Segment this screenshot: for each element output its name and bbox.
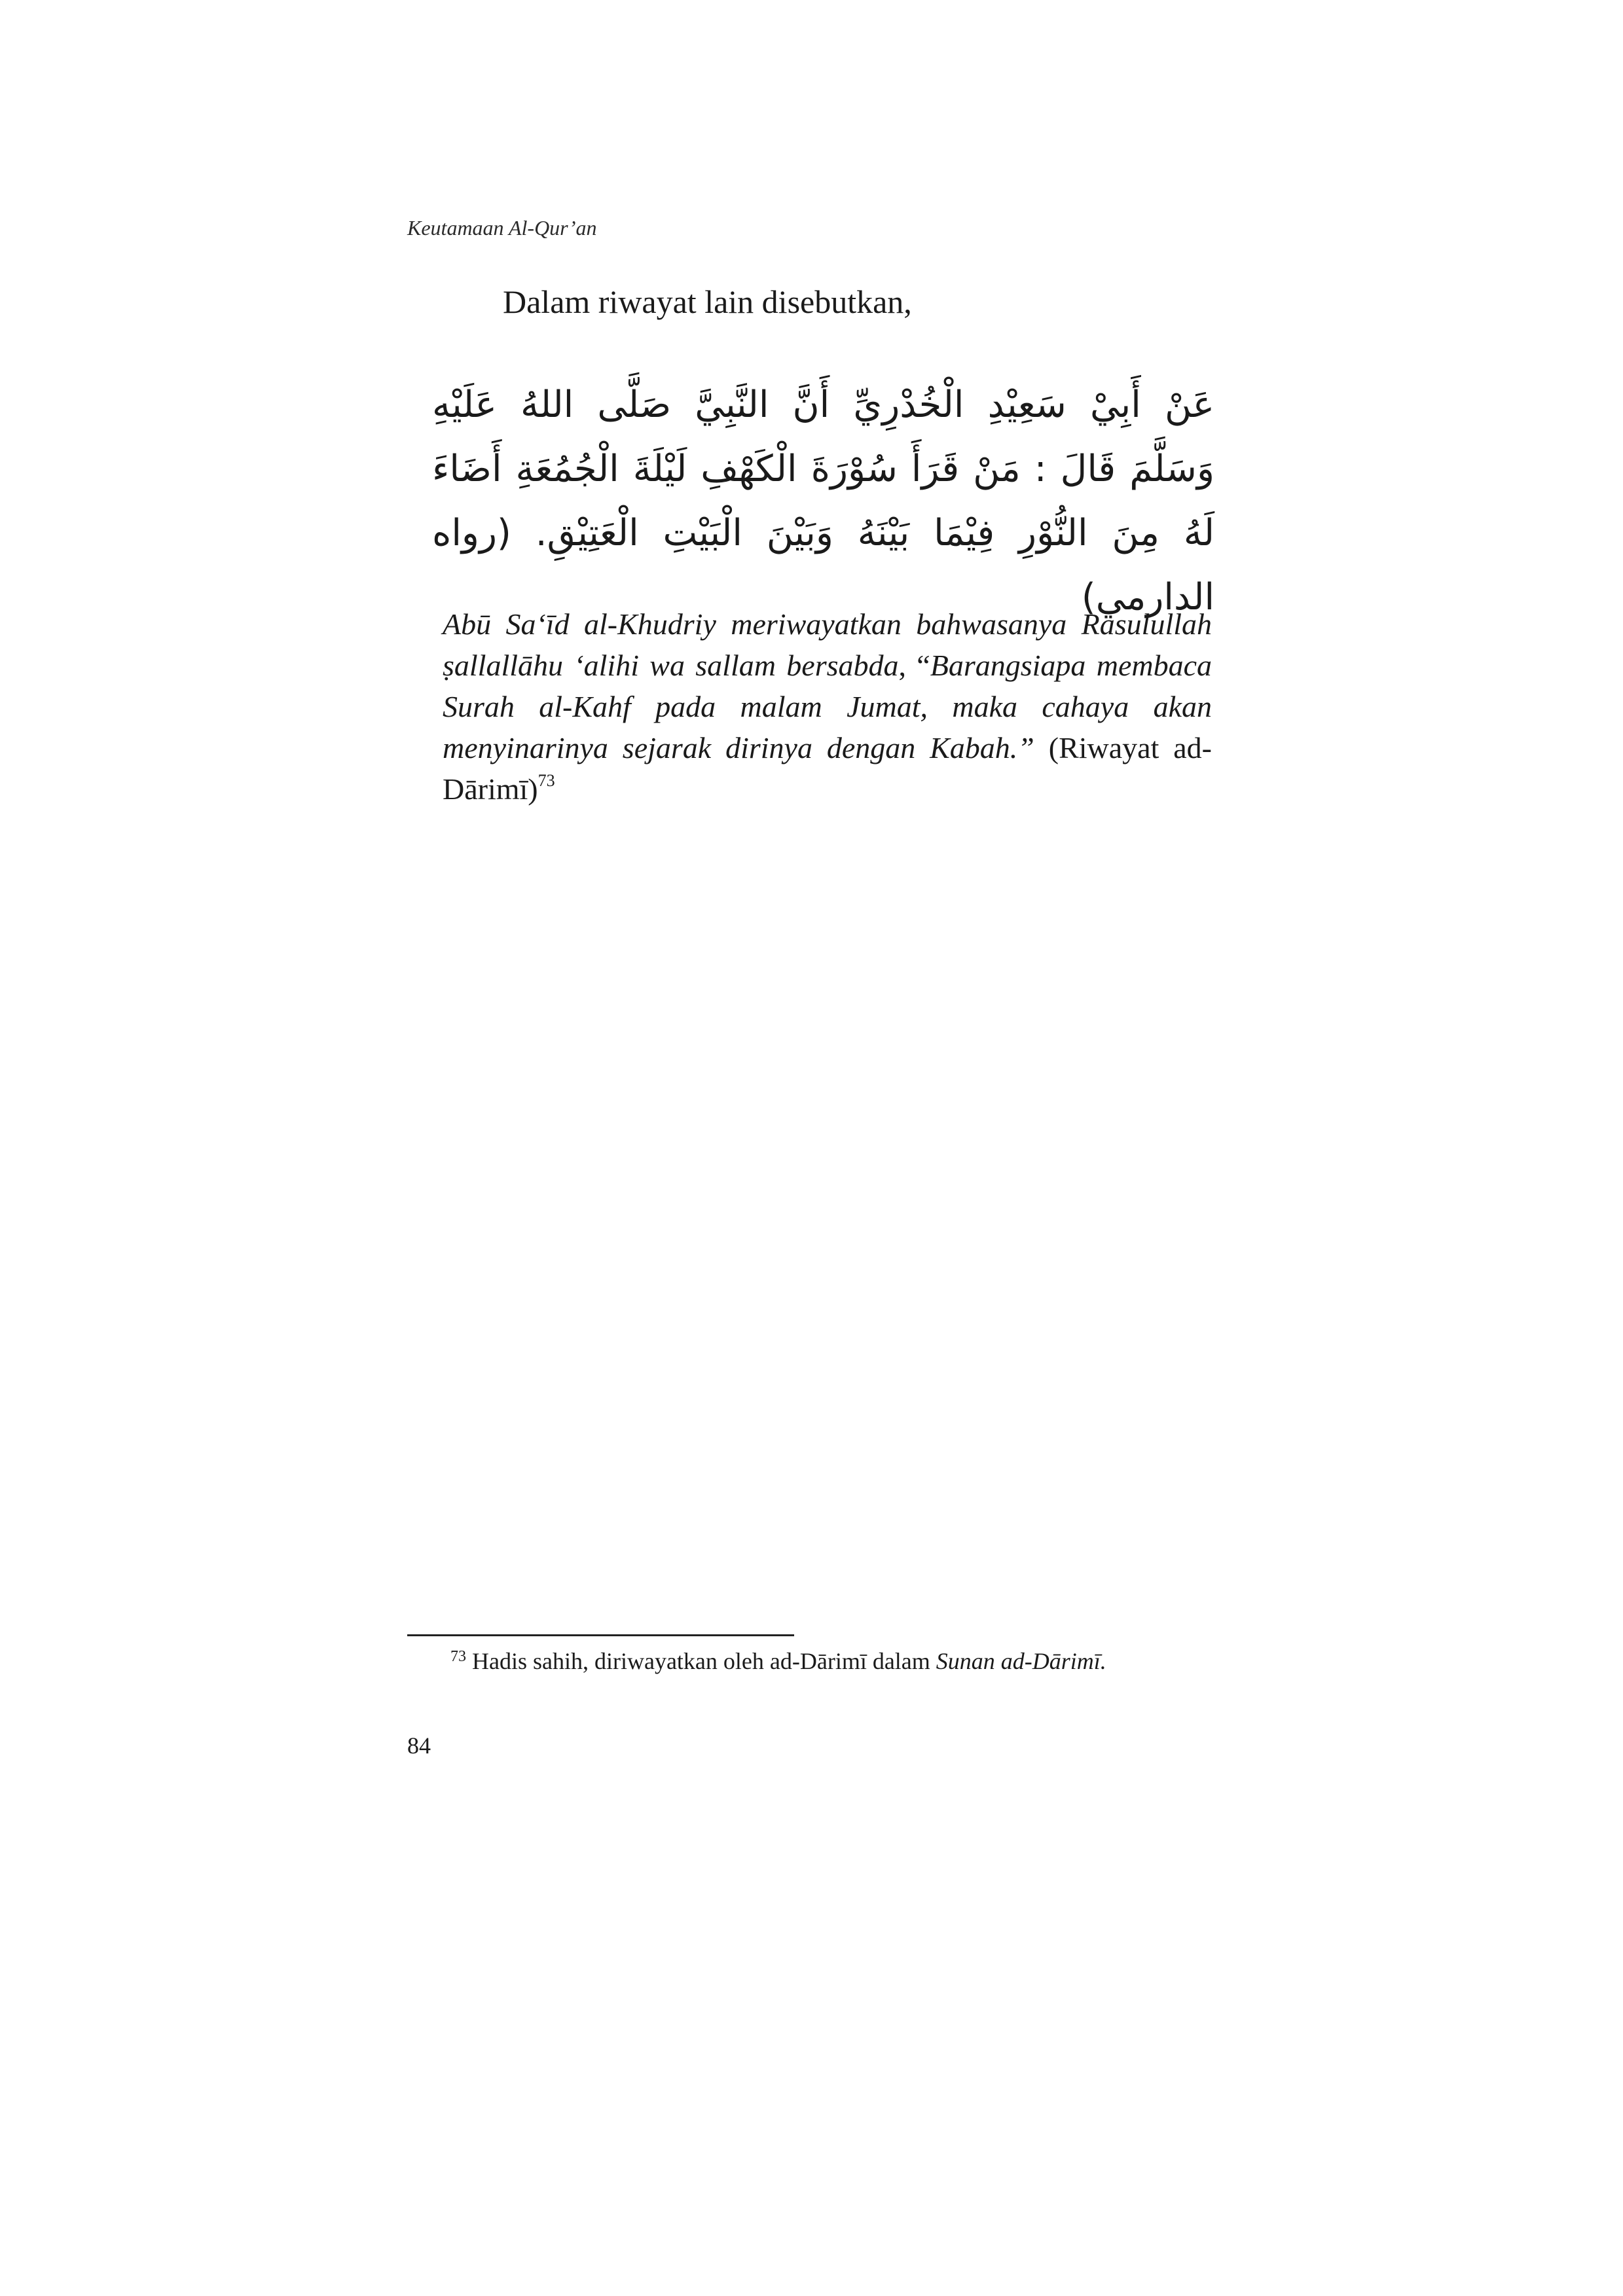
hadith-translation	[443, 603, 1212, 810]
translation-quote: Barangsiapa membaca Surah al-Kahf pada malam Jumat, maka cahaya akan menyinarinya sejarak dirinya dengan Kabah.”	[443, 649, 1212, 764]
intro-text: Dalam riwayat lain disebutkan,	[503, 283, 912, 320]
page-number: 84	[407, 1732, 431, 1759]
footnote-divider	[407, 1634, 794, 1636]
footnote	[450, 1647, 1106, 1675]
translation-separator: , “	[898, 649, 930, 682]
translation-narration: Abū Sa‘īd al-Khudriy meriwayatkan bahwasanya Rasulullah ṣallallāhu ‘alihi wa sallam bersabda	[443, 607, 1212, 682]
running-header: Keutamaan Al-Qur’an	[407, 216, 597, 240]
footnote-source: Sunan ad-Dārimī.	[936, 1648, 1106, 1674]
footnote-reference: 73	[538, 771, 555, 790]
translation-citation: (Riwayat ad-Dārimī)	[443, 731, 1212, 806]
footnote-text: Hadis sahih, diriwayatkan oleh ad-Dārimī dalam	[466, 1648, 936, 1674]
footnote-number: 73	[450, 1648, 466, 1665]
arabic-hadith-text: عَنْ أَبِيْ سَعِيْدِ الْخُدْرِيِّ أَنَّ النَّبِيَّ صَلَّى اللهُ عَلَيْهِ وَسَلَّمَ قَالَ : مَنْ قَرَأَ سُوْرَةَ الْكَهْفِ لَيْلَةَ الْجُمُعَةِ أَضَاءَ لَهُ مِنَ النُّوْرِ فِيْمَا بَيْنَهُ وَبَيْنَ الْبَيْتِ الْعَتِيْقِ. (رواه الدارمي)	[432, 384, 1214, 619]
